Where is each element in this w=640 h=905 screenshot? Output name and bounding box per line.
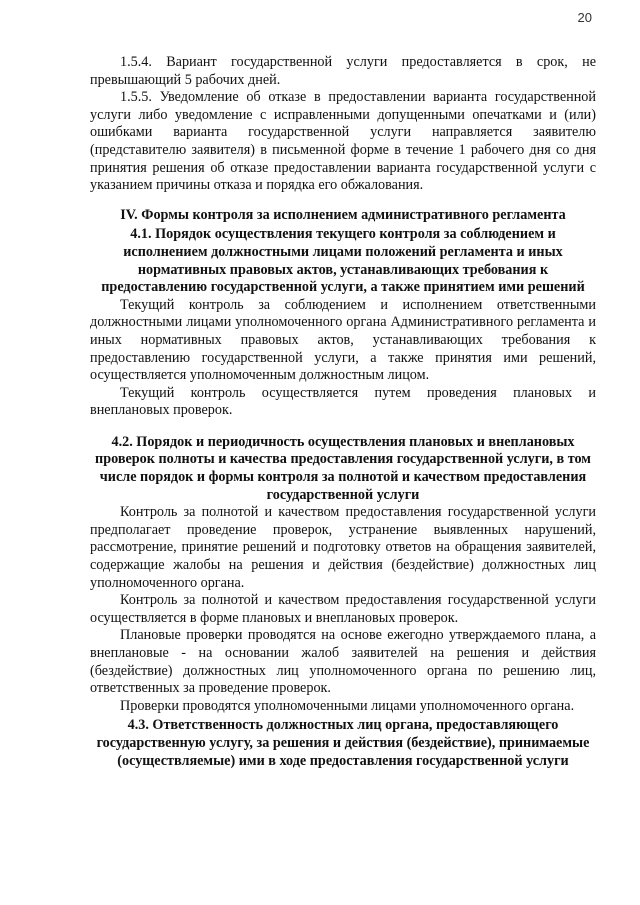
section-title: IV. Формы контроля за исполнением административного регламента (120, 206, 566, 223)
paragraph-4-1-1: Текущий контроль за соблюдением и исполнением ответственными должностными лицами уполномоченного органа Административного регламента и иных нормативных правовых актов, устанавливающих требования к предоставлению государственной услуги, а также принятия ими решений, осуществляется уполномоченным должностным лицом. (90, 296, 596, 384)
document-body (90, 54, 596, 770)
heading-4-2: 4.2. Порядок и периодичность осуществления плановых и внеплановых проверок полноты и качества предоставления государственной услуги, в том числе порядок и формы контроля за полнотой и качеством предоставления государственной услуги (95, 433, 591, 503)
heading-4-1: 4.1. Порядок осуществления текущего контроля за соблюдением и исполнением должностными лицами положений регламента и иных нормативных правовых актов, устанавливающих требования к предоставлению государственной услуги, а также принятием ими решений (101, 226, 585, 296)
page-number: 20 (577, 10, 592, 25)
paragraph-4-1-2: Текущий контроль осуществляется путем проведения плановых и внеплановых проверок. (90, 384, 596, 419)
paragraph-1-5-4: 1.5.4. Вариант государственной услуги предоставляется в срок, не превышающий 5 рабочих дней. (90, 54, 596, 88)
heading-4-3: 4.3. Ответственность должностных лиц органа, предоставляющего государственную услугу, за решения и действия (бездействие), принимаемые (осуществляемые) ими в ходе предоставления государственной услуги (96, 717, 590, 769)
paragraph-4-2-2: Контроль за полнотой и качеством предоставления государственной услуги осуществляется в форме плановых и внеплановых проверок. (90, 592, 596, 626)
paragraph-1-5-5: 1.5.5. Уведомление об отказе в предоставлении варианта государственной услуги либо уведомление с исправленными допущенными опечатками и (или) ошибками варианта государственной услуги направляется заявителю (представителю заявителя) в письменной форме в течение 1 рабочего дня со дня принятия решения об отказе предоставлении варианта государственной услуги с указанием причины отказа и порядка его обжалования. (90, 89, 596, 194)
paragraph-4-2-1: Контроль за полнотой и качеством предоставления государственной услуги предполагает проведение проверок, устранение выявленных нарушений, рассмотрение, принятие решений и подготовку ответов на обращения заявителей, содержащие жалобы на решения и действия (бездействие) должностных лиц уполномоченного органа. (90, 504, 596, 591)
paragraph-4-2-3: Плановые проверки проводятся на основе ежегодно утверждаемого плана, а внеплановые - на основании жалоб заявителей на решения и действия (бездействие) должностных лиц уполномоченного органа по решению лиц, ответственных за проведение проверок. (90, 627, 596, 697)
paragraph-4-2-4: Проверки проводятся уполномоченными лицами уполномоченного органа. (120, 697, 575, 714)
